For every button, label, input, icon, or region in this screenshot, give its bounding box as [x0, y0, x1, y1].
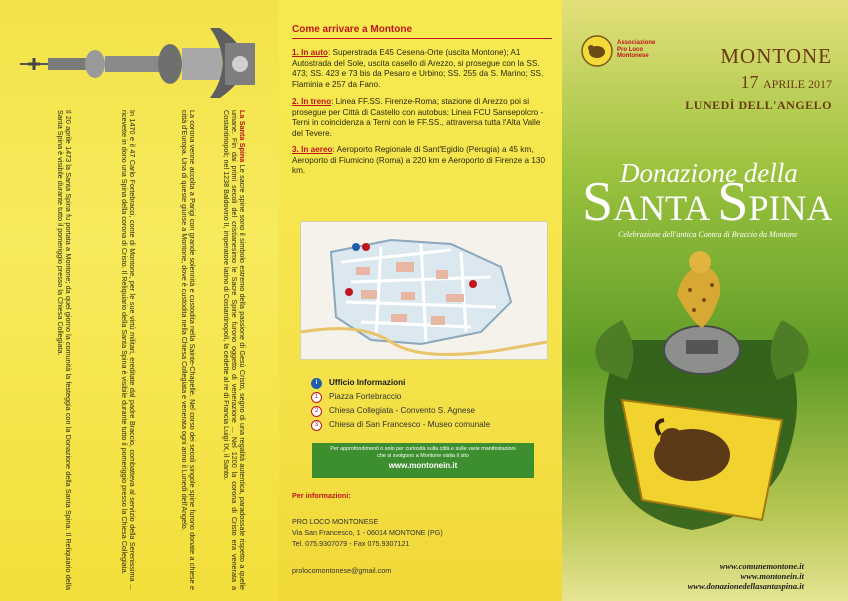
marker-3-icon: 3 — [311, 420, 322, 431]
event-day: LUNEDÌ DELL'ANGELO — [685, 98, 832, 112]
body-text: In 1470 e il 47 Carlo Fortebracci, conte di Montone, per le sue virtù militari, ereditate dal padre Braccio, combatteva al servizio della Serenissima ... ricevette in dono una Spina della corona di Cristo. Il Reliquiario della Santa Spina è visibile durante tutto il pomeriggio presso la Chiesa Collegiata. — [120, 110, 137, 590]
text-column-1 — [214, 110, 246, 590]
legend-item-info — [315, 378, 406, 387]
info-email-link[interactable]: prolocomontonese@gmail.com — [292, 566, 392, 575]
url-comune-link[interactable]: www.comunemontone.it — [719, 561, 804, 571]
banner-url-link[interactable]: www.montonein.it — [388, 461, 458, 470]
text-column-2 — [164, 110, 196, 590]
plane-label: 3. In aereo — [292, 145, 333, 154]
banner-line-1: Per approfondimenti o solo per curiosità sulla città e sulle varie manifestazioni — [330, 446, 516, 452]
town-name: MONTONE — [720, 44, 832, 68]
info-organization: PRO LOCO MONTONESE — [292, 517, 379, 526]
legend-item-3 — [314, 420, 491, 429]
info-title: Per informazioni: — [292, 491, 351, 500]
event-title-line-2: SANTA SPINA — [582, 171, 833, 233]
legend-item-1 — [314, 392, 402, 401]
reliquary-illustration — [20, 18, 270, 108]
body-text: Il 20 aprile 1473 la Santa Spina fu portata a Montone; da quel giorno la comunità la festeggia con la Donazione della Santa Spina. Il Reliquiario della Santa Spina è visibile durante tutto il pomeriggio presso la Chiesa Collegiata. — [56, 110, 73, 590]
legend-label: Chiesa di San Francesco - Museo comunale — [329, 420, 491, 429]
marker-1-icon: 1 — [311, 392, 322, 403]
text-column-4 — [40, 110, 72, 590]
body-text: La corona venne accolta a Parigi con grande solennità e custodita nella Sainte-Chapelle. Nel corso dei secoli singole spine furono donate a chiese e città d'Europa. Una di queste giunse a Montone, dove è custodita nella Chiesa Collegiata e venerata ogni anno il Lunedì dell'Angelo. — [180, 110, 197, 590]
plane-text: : Aeroporto Regionale di Sant'Egidio (Perugia) a 45 km, Aeroporto di Fiumicino (Roma) a 220 km e Aeroporto di Firenze a 130 km. — [292, 145, 546, 176]
train-label: 2. In treno — [292, 97, 332, 106]
directions-train — [292, 97, 552, 139]
event-date: 17 APRILE 2017 — [740, 72, 832, 92]
marker-2-icon: 2 — [311, 406, 322, 417]
map-illustration — [301, 222, 547, 359]
legend-label: Chiesa Collegiata - Convento S. Agnese — [329, 406, 476, 415]
banner-line-2: che si svolgono a Montone visita il sito — [377, 453, 469, 459]
text-column-3 — [104, 110, 136, 590]
legend-label: Ufficio Informazioni — [329, 378, 406, 387]
car-label: 1. In auto — [292, 48, 328, 57]
section-heading: La Santa Spina — [238, 110, 247, 163]
legend-item-2 — [314, 406, 476, 415]
legend-label: Piazza Fortebraccio — [329, 392, 402, 401]
association-name: Associazione Pro Loco Montonese — [617, 40, 656, 59]
info-phone: Tel. 075.9307079 - Fax 075.9307121 — [292, 539, 410, 548]
left-panel — [0, 0, 279, 601]
coat-of-arms-illustration — [582, 240, 822, 540]
event-subtitle: Celebrazione dell'antica Contea di Braccio da Montone — [618, 230, 798, 239]
car-text: : Superstrada E45 Cesena-Orte (uscita Montone); A1 Autostrada del Sole, uscita casello di Arezzo, si prosegue con la SS. 473; SS. 423 e 73 bis da Pesaro e Urbino; SS. 255 da S. Marino; SS. Flaminia e 257 da Fano. — [292, 48, 544, 89]
right-panel — [562, 0, 848, 601]
town-map — [300, 221, 548, 360]
middle-panel — [279, 0, 562, 601]
url-montonein-link[interactable]: www.montonein.it — [740, 571, 804, 581]
directions-title: Come arrivare a Montone — [292, 24, 413, 35]
info-address: Via San Francesco, 1 - 06014 MONTONE (PG) — [292, 528, 443, 537]
website-banner — [312, 443, 534, 478]
body-text: Le sacre spine sono il simbolo estremo della passione di Gesù Cristo, segno di una regalità autentica, paradossale rispetto a quelle umane. Fin dai primi secoli del cristianesimo le Sacre Spine furono oggetto di venerazione ... Nel 1200 la corona di Cristo era venerata a Costantinopoli; nel 1238 Baldovino II, imperatore latino di Costantinopoli, la cedette al re di Francia Luigi IX, il Santo. — [222, 110, 247, 590]
url-santaspina-link[interactable]: www.donazionedellasantaspina.it — [687, 581, 804, 591]
info-icon: i — [311, 378, 322, 389]
event-title-line-1: Donazione della — [620, 158, 798, 188]
directions-plane — [292, 145, 552, 177]
train-text: : Linea FF.SS. Firenze-Roma; stazione di Arezzo poi si prosegue per Città di Castello con autobus; Linea FCU Sansepolcro - Terni in coincidenza a Terni con le FF.SS., attraversa tutta l'Alta Valle del Tevere. — [292, 97, 544, 138]
title-divider — [292, 38, 552, 39]
directions-car — [292, 48, 552, 90]
